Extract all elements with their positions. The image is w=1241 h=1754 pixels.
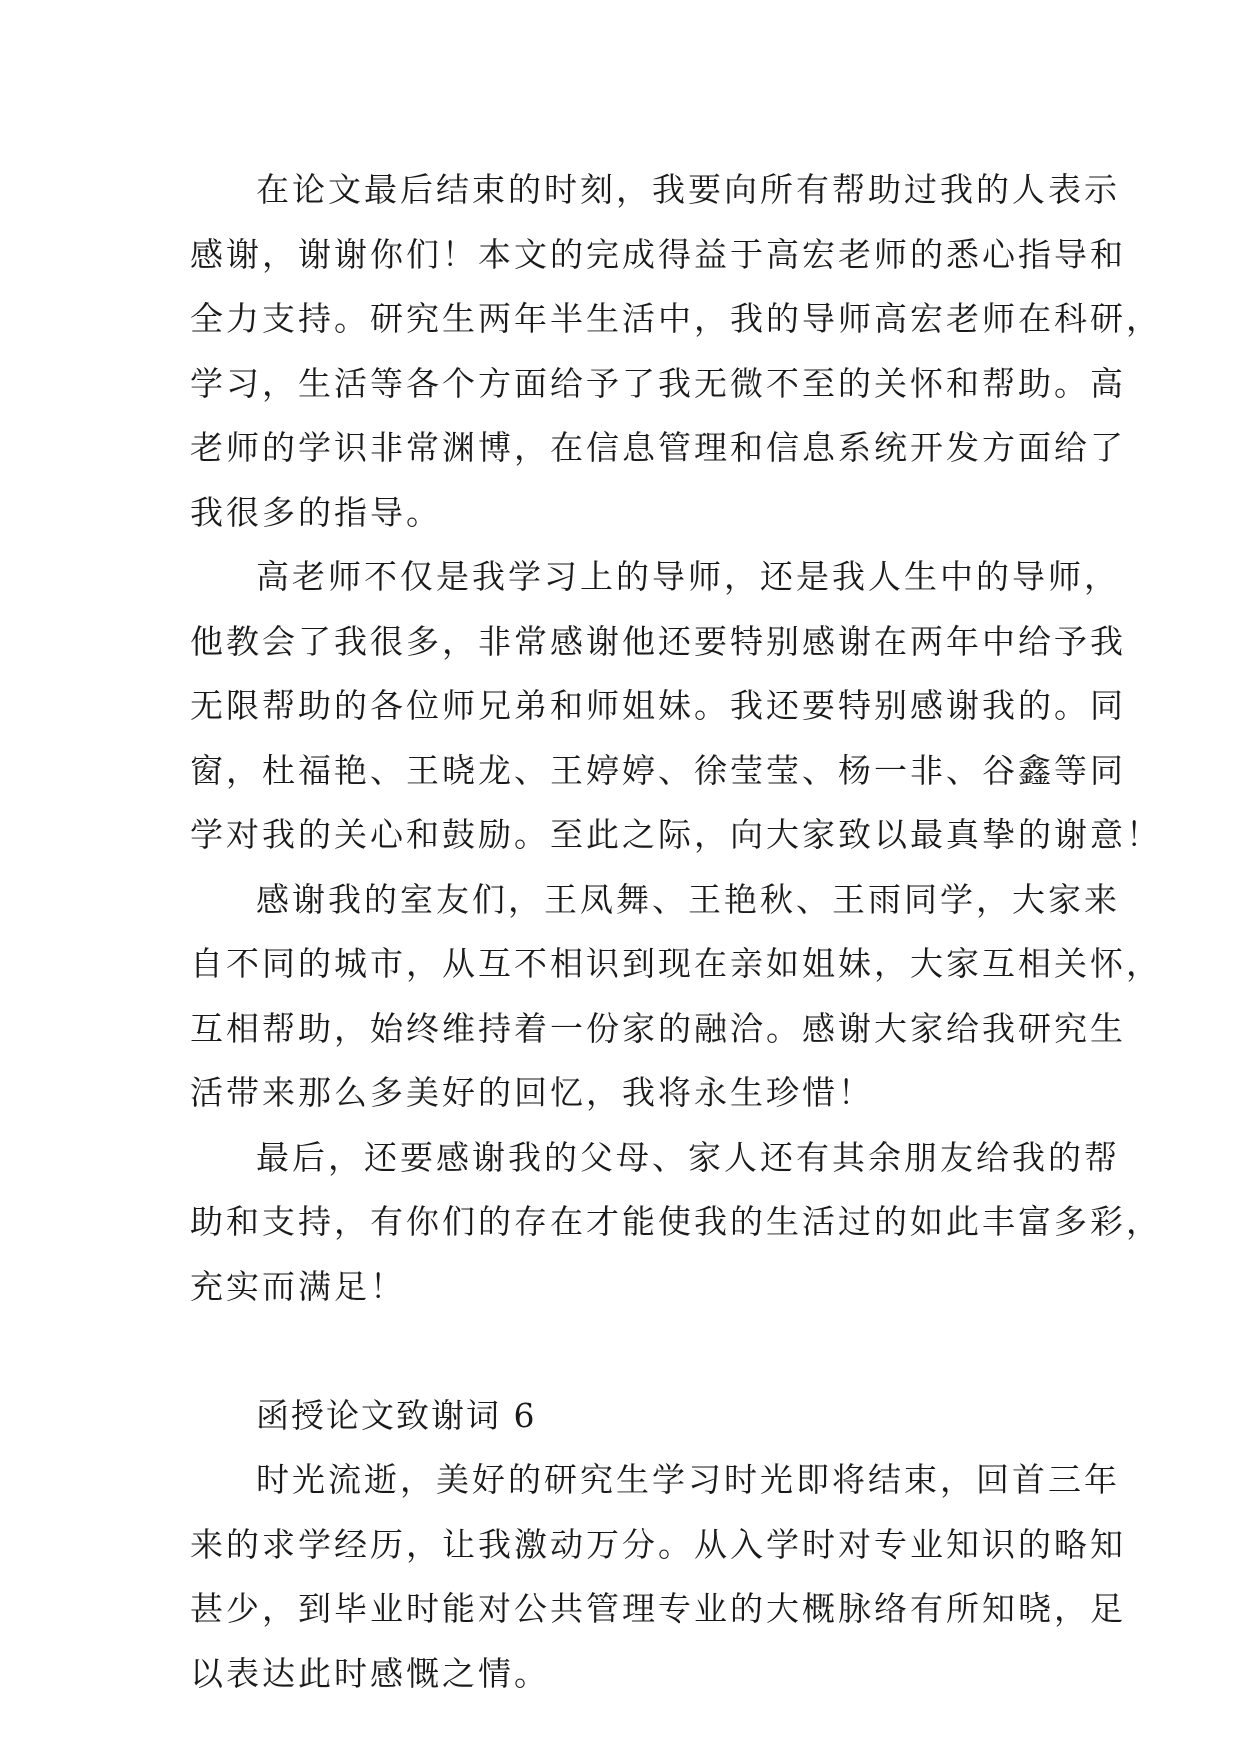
document-body bbox=[190, 158, 1162, 1706]
text-line: 活带来那么多美好的回忆，我将永生珍惜！ bbox=[190, 1073, 874, 1112]
text-line: 全力支持。研究生两年半生活中，我的导师高宏老师在科研， bbox=[190, 299, 1162, 338]
text-line: 以表达此时感慨之情。 bbox=[190, 1653, 550, 1693]
text-line: 充实而满足！ bbox=[190, 1266, 406, 1306]
blank-line bbox=[190, 1319, 1060, 1384]
text-line: 时光流逝，美好的研究生学习时光即将结束，回首三年 bbox=[256, 1460, 1120, 1499]
paragraph bbox=[190, 158, 1162, 545]
text-line: 互相帮助，始终维持着一份家的融洽。感谢大家给我研究生 bbox=[190, 1008, 1126, 1048]
section-heading: 函授论文致谢词 6 bbox=[256, 1395, 537, 1435]
text-line: 窗，杜福艳、王晓龙、王婷婷、徐莹莹、杨一非、谷鑫等同 bbox=[190, 750, 1126, 790]
paragraph bbox=[190, 545, 1162, 868]
text-line: 高老师不仅是我学习上的导师，还是我人生中的导师， bbox=[256, 557, 1120, 596]
text-line: 学对我的关心和鼓励。至此之际，向大家致以最真挚的谢意！ bbox=[190, 815, 1162, 854]
text-line: 感谢，谢谢你们！本文的完成得益于高宏老师的悉心指导和 bbox=[190, 234, 1126, 274]
text-line: 他教会了我很多，非常感谢他还要特别感谢在两年中给予我 bbox=[190, 621, 1126, 661]
text-line: 学习，生活等各个方面给予了我无微不至的关怀和帮助。高 bbox=[190, 363, 1126, 403]
text-line: 甚少，到毕业时能对公共管理专业的大概脉络有所知晓，足 bbox=[190, 1589, 1126, 1628]
text-line: 感谢我的室友们，王凤舞、王艳秋、王雨同学，大家来 bbox=[256, 879, 1120, 919]
text-line: 助和支持，有你们的存在才能使我的生活过的如此丰富多彩， bbox=[190, 1202, 1162, 1241]
text-line: 最后，还要感谢我的父母、家人还有其余朋友给我的帮 bbox=[256, 1137, 1120, 1177]
paragraph bbox=[190, 868, 1162, 1126]
text-line: 无限帮助的各位师兄弟和师姐妹。我还要特别感谢我的。同 bbox=[190, 686, 1126, 725]
text-line: 来的求学经历，让我激动万分。从入学时对专业知识的略知 bbox=[190, 1524, 1126, 1564]
paragraph bbox=[190, 1126, 1162, 1320]
text-line: 在论文最后结束的时刻，我要向所有帮助过我的人表示 bbox=[256, 170, 1120, 209]
paragraph bbox=[190, 1448, 1126, 1706]
text-line: 我很多的指导。 bbox=[190, 492, 442, 532]
text-line: 自不同的城市，从互不相识到现在亲如姐妹，大家互相关怀， bbox=[190, 944, 1162, 983]
text-line: 老师的学识非常渊博，在信息管理和信息系统开发方面给了 bbox=[190, 428, 1126, 467]
